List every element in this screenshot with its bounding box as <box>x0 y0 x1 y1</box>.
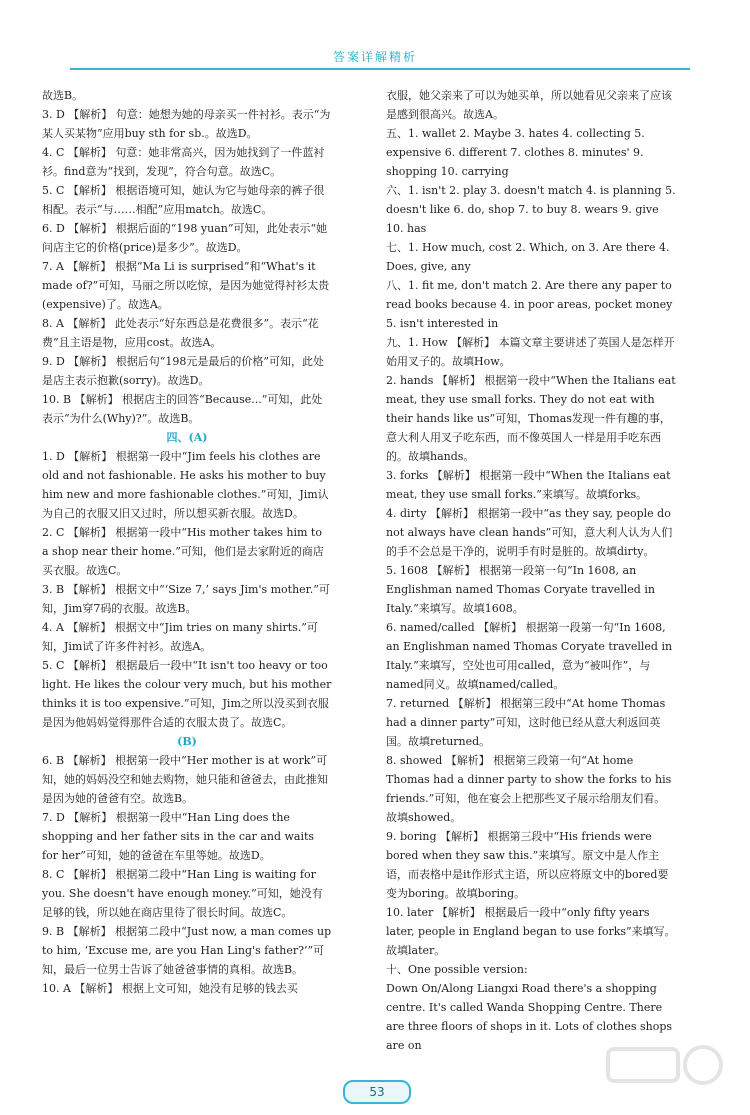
answer-item: 故选B。 <box>42 89 84 102</box>
answer-section: 五、1. wallet 2. Maybe 3. hates 4. collecting 5. expensive 6. different 7. clothes 8. minutes' 9. shopping 10. carrying <box>386 127 645 178</box>
left-column <box>42 86 332 998</box>
answer-item: 4. C 【解析】 句意：她非常高兴，因为她找到了一件蓝衬衫。find意为“找到，发现”，符合句意。故选C。 <box>42 146 325 178</box>
answer-item: 6. named/called 【解析】 根据第一段第一句“In 1608, an Englishman named Thomas Coryate travelled in Italy.”来填写，空处也可用called，意为“被叫作”，与named同义。故填named/called。 <box>386 621 673 691</box>
answer-item: 3. B 【解析】 根据文中“‘Size 7,’ says Jim's mother.”可知，Jim穿7码的衣服。故选B。 <box>42 583 330 615</box>
page-header <box>0 0 750 80</box>
answer-item: 10. later 【解析】 根据最后一段中“only fifty years later, people in England began to use forks”来填写。故填later。 <box>386 906 676 957</box>
page-number: 53 <box>343 1080 411 1104</box>
answer-item: 10. A 【解析】 根据上文可知，她没有足够的钱去买 <box>42 982 298 995</box>
answer-item: 8. C 【解析】 根据第二段中“Han Ling is waiting for you. She doesn't have enough money.”可知，她没有足够的钱，所以她在商店里待了很长时间。故选C。 <box>42 868 323 919</box>
answer-item: 7. D 【解析】 根据第一段中“Han Ling does the shopping and her father sits in the car and waits for her”可知，她的爸爸在车里等她。故选D。 <box>42 811 315 862</box>
section-heading: 十、One possible version: <box>386 963 528 976</box>
answer-item: 2. hands 【解析】 根据第一段中“When the Italians eat meat, they use small forks. They do not eat with their hands like us”可知，Thomas发现一件有趣的事，意大利人用叉子吃东西，而不像英国人一样是用手吃东西的。故填hands。 <box>386 374 676 463</box>
answer-section: 七、1. How much, cost 2. Which, on 3. Are there 4. Does, give, any <box>386 241 670 273</box>
answer-item: 8. showed 【解析】 根据第三段第一句“At home Thomas had a dinner party to show the forks to his friends.”可知，他在宴会上把那些叉子展示给朋友们看。故填showed。 <box>386 754 672 824</box>
answer-section: 八、1. fit me, don't match 2. Are there any paper to read books because 4. in poor areas, pocket money 5. isn't interested in <box>386 279 673 330</box>
answer-item: 10. B 【解析】 根据店主的回答“Because...”可知，此处表示“为什么(Why)?”。故选B。 <box>42 393 323 425</box>
right-column <box>386 86 676 1055</box>
answer-item: 2. C 【解析】 根据第一段中“His mother takes him to a shop near their home.”可知，他们是去家附近的商店买衣服。故选C。 <box>42 526 324 577</box>
answer-item: 3. forks 【解析】 根据第一段中“When the Italians eat meat, they use small forks.”来填写。故填forks。 <box>386 469 671 501</box>
header-divider <box>70 68 690 70</box>
answer-item: 7. A 【解析】 根据“Ma Li is surprised”和“What's it made of?”可知，马丽之所以吃惊，是因为她觉得衬衫太贵(expensive)了。故选A。 <box>42 260 330 311</box>
answer-section: 六、1. isn't 2. play 3. doesn't match 4. is planning 5. doesn't like 6. do, shop 7. to buy 8. wears 9. give 10. has <box>386 184 676 235</box>
answer-item: 4. A 【解析】 根据文中“Jim tries on many shirts.”可知，Jim试了许多件衬衫。故选A。 <box>42 621 318 653</box>
sample-essay: Down On/Along Liangxi Road there's a shopping centre. It's called Wanda Shopping Centre. There are three floors of shops in it. Lots of clothes shops are on <box>386 982 673 1052</box>
answer-item: 九、1. How 【解析】 本篇文章主要讲述了英国人是怎样开始用叉子的。故填How。 <box>386 336 675 368</box>
answer-item: 7. returned 【解析】 根据第三段中“At home Thomas had a dinner party”可知，这时他已经从意大利返回英国。故填returned。 <box>386 697 666 748</box>
answer-item: 9. B 【解析】 根据第二段中“Just now, a man comes up to him, ‘Excuse me, are you Han Ling's father?’”可知，最后一位男士告诉了她爸爸事情的真相。故选B。 <box>42 925 332 976</box>
answer-item: 5. C 【解析】 根据语境可知，她认为它与她母亲的裤子很相配。表示“与……相配”应用match。故选C。 <box>42 184 325 216</box>
header-title: 答案详解精析 <box>332 50 417 64</box>
watermark-icon <box>598 1035 728 1105</box>
answer-item: 9. D 【解析】 根据后句“198元是最后的价格”可知，此处是店主表示抱歉(sorry)。故选D。 <box>42 355 325 387</box>
answer-item: 6. D 【解析】 根据后面的“198 yuan”可知，此处表示“她问店主它的价格(price)是多少”。故选D。 <box>42 222 328 254</box>
answer-item: 4. dirty 【解析】 根据第一段中“as they say, people do not always have clean hands”可知，意大利人认为人们的手不会总是干净的，说明手有时是脏的。故填dirty。 <box>386 507 673 558</box>
answer-item: 9. boring 【解析】 根据第三段中“His friends were bored when they saw this.”来填写。原文中是人作主语，而表格中是it作形式主语，所以应将原文中的bored要变为boring。故填boring。 <box>386 830 669 900</box>
answer-item: 5. 1608 【解析】 根据第一段第一句“In 1608, an Englishman named Thomas Coryate travelled in Italy.”来填写。故填1608。 <box>386 564 655 615</box>
answer-item: 5. C 【解析】 根据最后一段中“It isn't too heavy or too light. He likes the colour very much, but his mother thinks it is too expensive.”可知，Jim之所以没买到衣服是因为他妈妈觉得那件合适的衣服太贵了。故选C。 <box>42 659 332 729</box>
answer-item: 8. A 【解析】 此处表示“好东西总是花费很多”。表示“花费”且主语是物，应用cost。故选A。 <box>42 317 319 349</box>
answer-item: 3. D 【解析】 句意：她想为她的母亲买一件衬衫。表示“为某人买某物”应用buy sth for sb.。故选D。 <box>42 108 331 140</box>
answer-item: 衣服，她父亲来了可以为她买单，所以她看见父亲来了应该是感到很高兴。故选A。 <box>386 89 672 121</box>
section-heading: 四、(A) <box>166 431 208 444</box>
answer-item: 6. B 【解析】 根据第一段中“Her mother is at work”可知，她的妈妈没空和她去购物，她只能和爸爸去，由此推知是因为她的爸爸有空。故选B。 <box>42 754 328 805</box>
subsection-heading: (B) <box>177 735 197 748</box>
answer-item: 1. D 【解析】 根据第一段中“Jim feels his clothes are old and not fashionable. He asks his mother to buy him new and more fashionable clothes.”可知，Jim认为自己的衣服又旧又过时，所以想买新衣服。故选D。 <box>42 450 329 520</box>
